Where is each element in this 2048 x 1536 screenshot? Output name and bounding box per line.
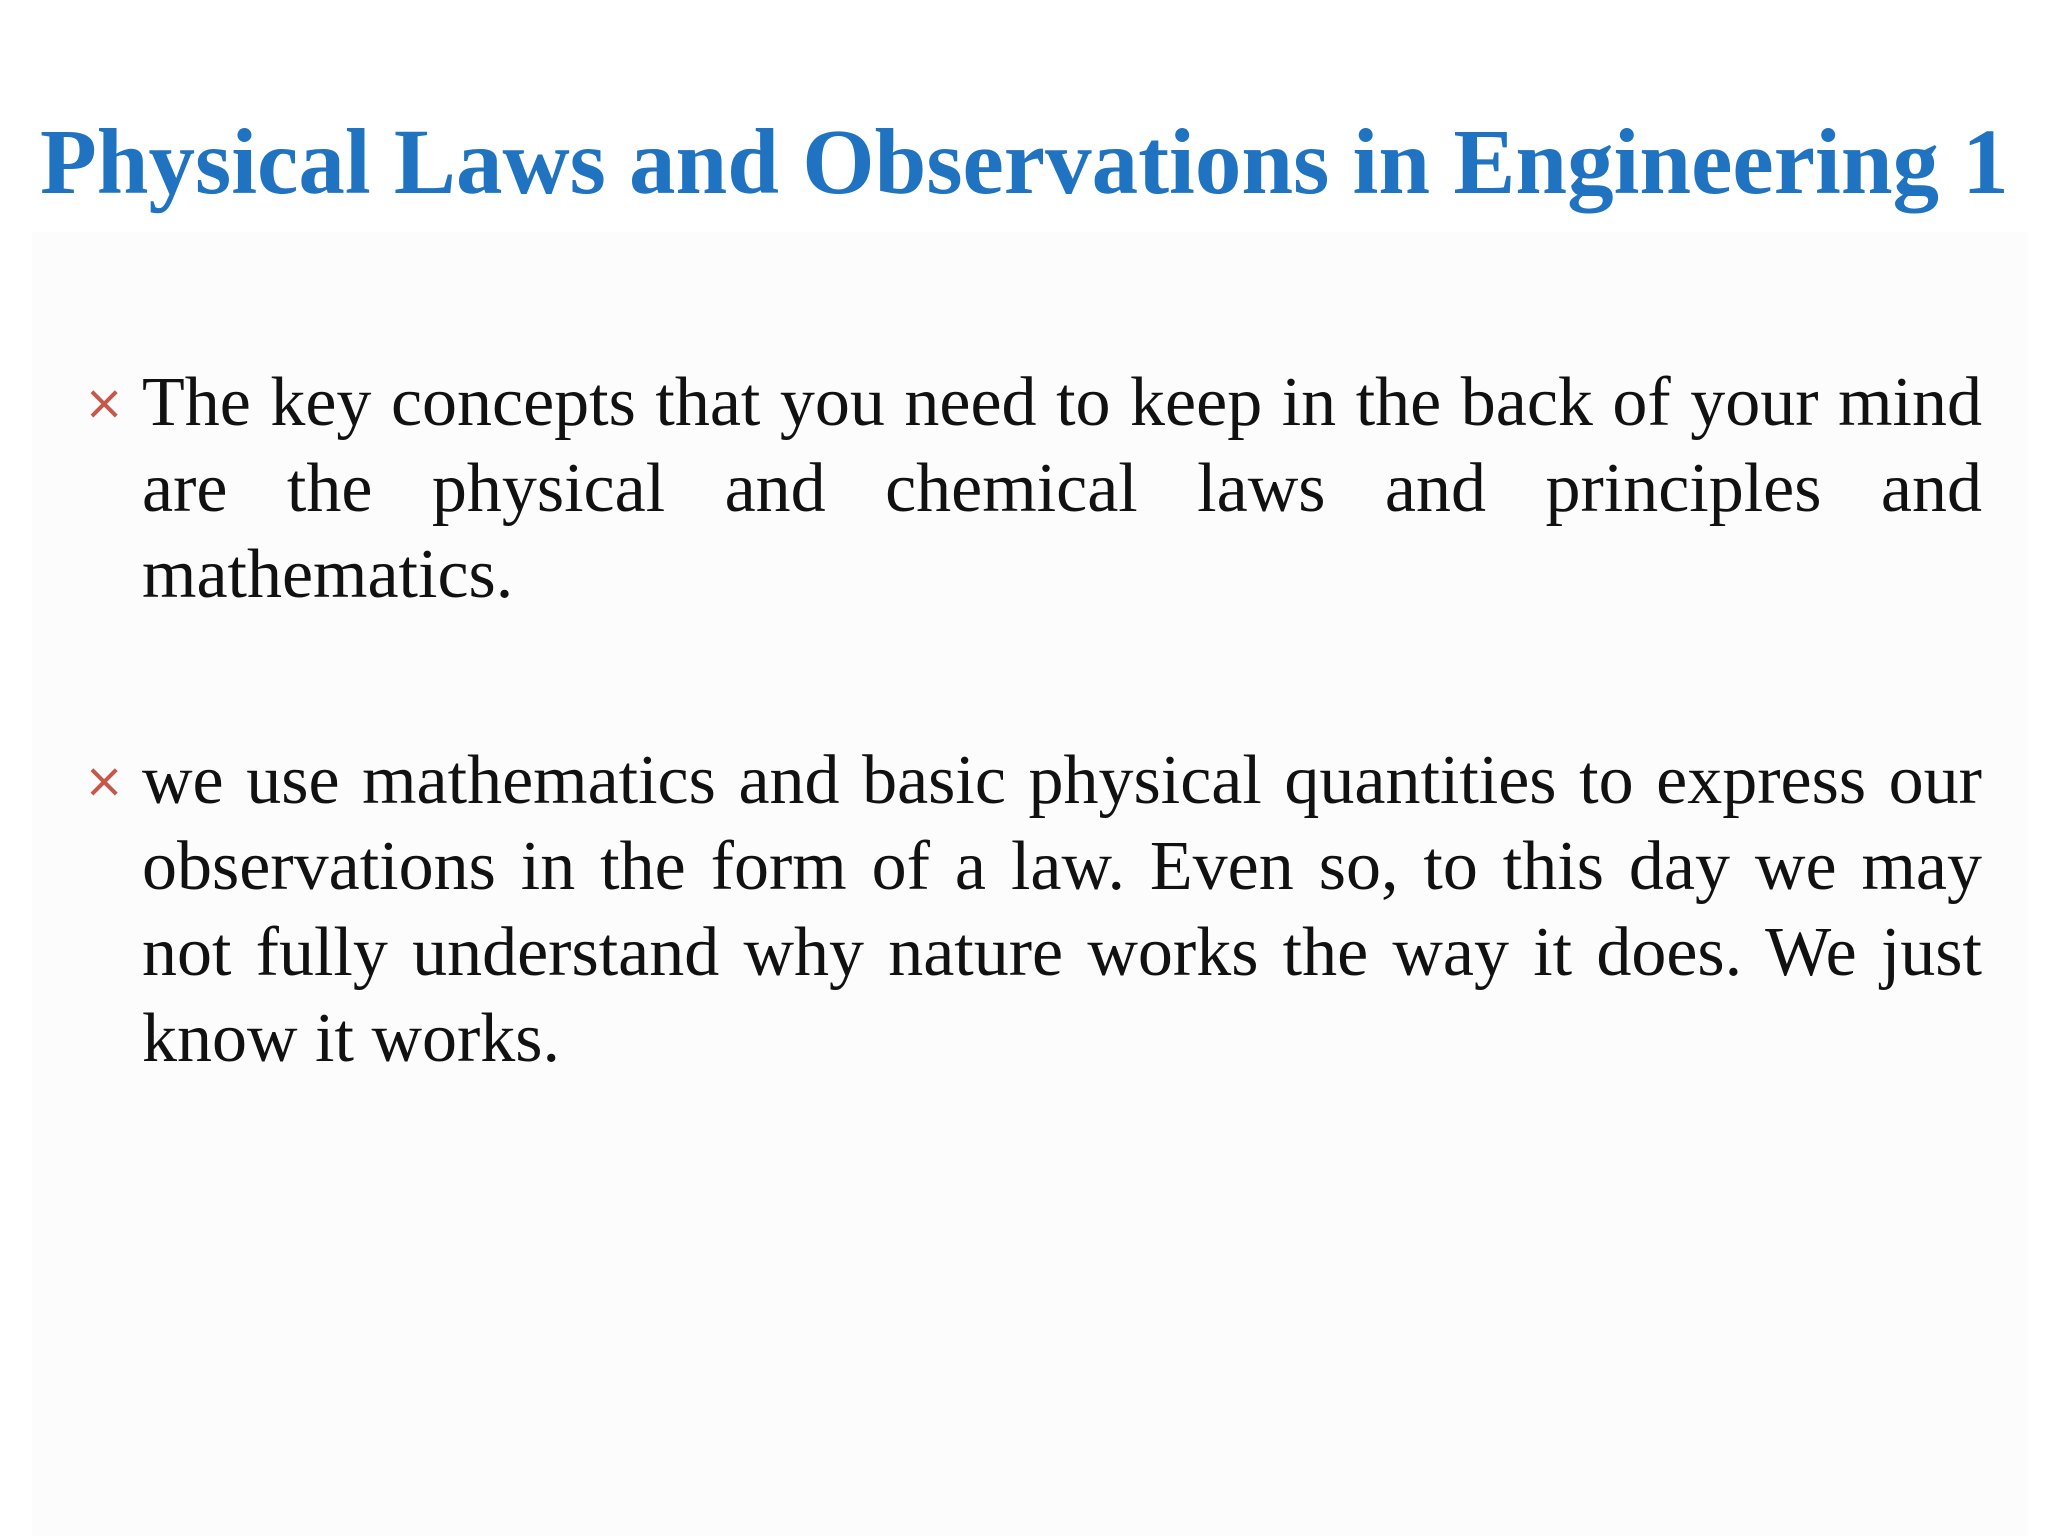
bullet-item: [82, 360, 1982, 618]
x-bullet-icon: ×: [84, 753, 125, 809]
bullet-text: The key concepts that you need to keep in the back of your mind are the physical and chemical laws and principles and mathematics.: [142, 364, 1982, 613]
bullet-item: [82, 738, 1982, 1082]
bullet-list: [82, 360, 1982, 1202]
bullet-text: we use mathematics and basic physical quantities to express our observations in the form of a law. Even so, to this day we may not fully understand why nature works the way it does. We just know it works.: [142, 742, 1982, 1077]
x-bullet-icon: ×: [84, 375, 125, 431]
slide-title: Physical Laws and Observations in Engineering 1: [40, 111, 2009, 214]
